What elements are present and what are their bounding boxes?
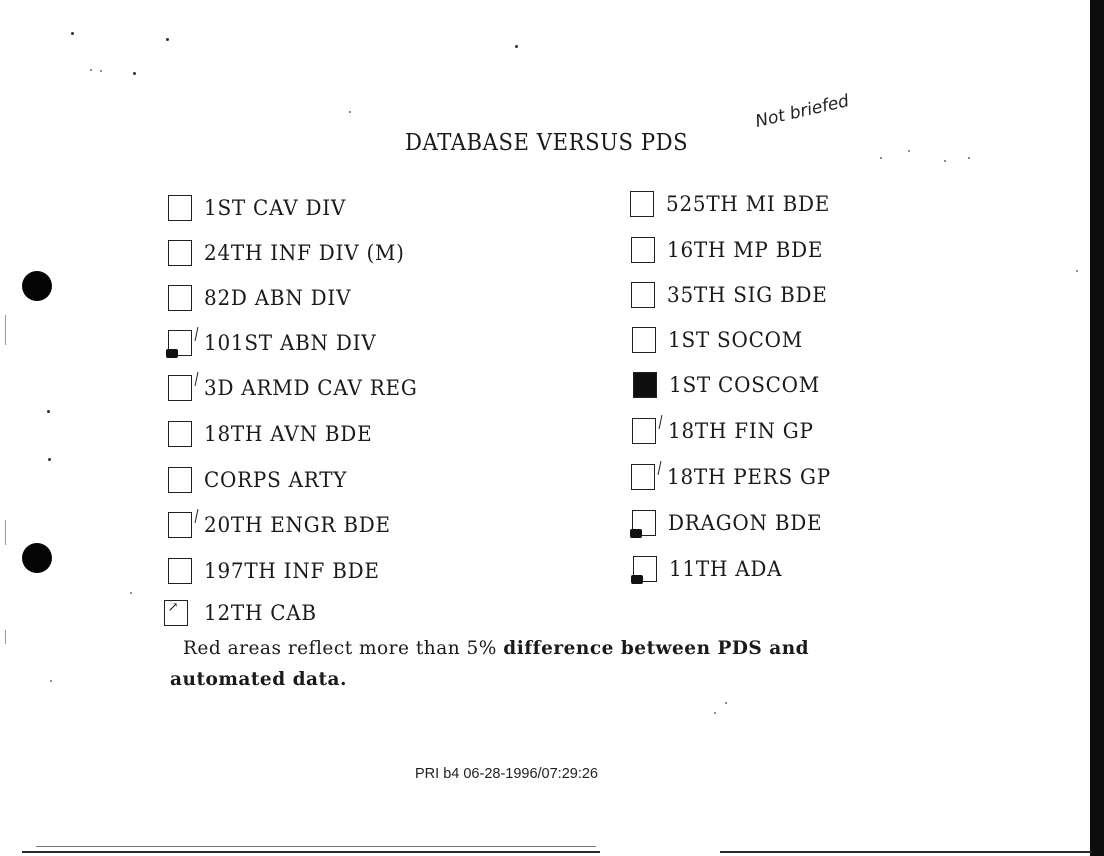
speck: [349, 111, 351, 113]
unit-label: 3D ARMD CAV REG: [204, 376, 418, 400]
speck: [714, 712, 716, 714]
speck: [1076, 270, 1078, 272]
page-title: DATABASE VERSUS PDS: [405, 130, 689, 156]
speck: [166, 38, 169, 41]
unit-label: 1ST COSCOM: [669, 373, 820, 397]
legend-note-line1: [170, 633, 830, 664]
punch-hole-bottom: [22, 543, 52, 573]
handwritten-annotation: Not briefed: [753, 91, 851, 132]
speck: [133, 72, 136, 75]
margin-mark: [5, 520, 6, 545]
unit-label: 1ST SOCOM: [668, 328, 803, 352]
status-checkbox[interactable]: [168, 240, 192, 266]
speck: [725, 702, 727, 704]
unit-entry: [631, 235, 831, 265]
unit-entry: [631, 280, 836, 310]
unit-label: 11TH ADA: [669, 557, 783, 581]
unit-entry: [631, 462, 840, 492]
unit-label: 18TH AVN BDE: [204, 422, 373, 446]
unit-label: CORPS ARTY: [204, 468, 348, 492]
margin-mark: [5, 315, 6, 345]
status-checkbox[interactable]: [632, 510, 656, 536]
status-checkbox[interactable]: [168, 375, 192, 401]
status-checkbox[interactable]: [632, 327, 656, 353]
legend-note-regular: Red areas reflect more than 5%: [183, 638, 504, 659]
unit-label: 20TH ENGR BDE: [204, 513, 391, 537]
status-checkbox[interactable]: [168, 195, 192, 221]
unit-entry: [633, 370, 828, 400]
unit-entry: [630, 189, 839, 219]
status-checkbox[interactable]: [168, 558, 192, 584]
unit-label: 24TH INF DIV (M): [204, 241, 405, 265]
speck: [48, 458, 51, 461]
status-checkbox[interactable]: [633, 556, 657, 582]
speck: [968, 157, 970, 159]
unit-label: 525TH MI BDE: [666, 192, 831, 216]
speck: [100, 70, 102, 72]
speck: [515, 45, 518, 48]
unit-label: 18TH FIN GP: [668, 419, 814, 443]
status-checkbox[interactable]: [633, 372, 657, 398]
legend-note-bold: automated data.: [170, 669, 347, 690]
speck: [130, 592, 132, 594]
speck: [47, 410, 50, 413]
speck: [90, 69, 92, 71]
status-checkbox[interactable]: [168, 512, 192, 538]
speck: [880, 157, 882, 159]
legend-note-line2: [170, 664, 830, 695]
print-footer: PRI b4 06-28-1996/07:29:26: [415, 766, 598, 782]
unit-label: 101ST ABN DIV: [204, 331, 377, 355]
status-checkbox[interactable]: [168, 421, 192, 447]
status-checkbox[interactable]: [631, 282, 655, 308]
speck: [908, 150, 910, 152]
speck: [50, 680, 52, 682]
bottom-rule-gap: [600, 849, 720, 855]
status-checkbox[interactable]: [632, 418, 656, 444]
status-checkbox[interactable]: [168, 285, 192, 311]
bottom-rule-thin: [36, 846, 596, 847]
unit-entry: [168, 193, 354, 223]
legend-note: [170, 633, 830, 695]
unit-entry: [168, 465, 355, 495]
unit-entry: [164, 598, 323, 628]
unit-label: 12TH CAB: [204, 601, 317, 625]
status-checkbox[interactable]: [168, 330, 192, 356]
unit-entry: [168, 419, 381, 449]
speck: [71, 32, 74, 35]
unit-label: 35TH SIG BDE: [667, 283, 828, 307]
status-checkbox[interactable]: [168, 467, 192, 493]
punch-hole-top: [22, 271, 52, 301]
unit-label: 82D ABN DIV: [204, 286, 352, 310]
unit-label: DRAGON BDE: [668, 511, 823, 535]
status-checkbox[interactable]: [631, 237, 655, 263]
unit-entry: [632, 416, 821, 446]
unit-label: 1ST CAV DIV: [204, 196, 347, 220]
unit-entry: [168, 328, 386, 358]
unit-entry: [168, 238, 415, 268]
unit-entry: [168, 510, 401, 540]
unit-label: 197TH INF BDE: [204, 559, 380, 583]
margin-mark: [5, 630, 6, 644]
unit-label: 16TH MP BDE: [667, 238, 824, 262]
status-checkbox[interactable]: [164, 600, 188, 626]
unit-label: 18TH PERS GP: [667, 465, 831, 489]
unit-entry: [168, 283, 359, 313]
unit-entry: [632, 508, 830, 538]
unit-entry: [633, 554, 788, 584]
status-checkbox[interactable]: [631, 464, 655, 490]
speck: [944, 160, 946, 162]
unit-entry: [168, 373, 429, 403]
unit-entry: [632, 325, 810, 355]
bottom-rule: [22, 851, 1092, 853]
status-checkbox[interactable]: [630, 191, 654, 217]
legend-note-bold: difference between PDS and: [503, 638, 810, 659]
unit-entry: [168, 556, 389, 586]
scan-edge-shadow: [1090, 0, 1104, 856]
